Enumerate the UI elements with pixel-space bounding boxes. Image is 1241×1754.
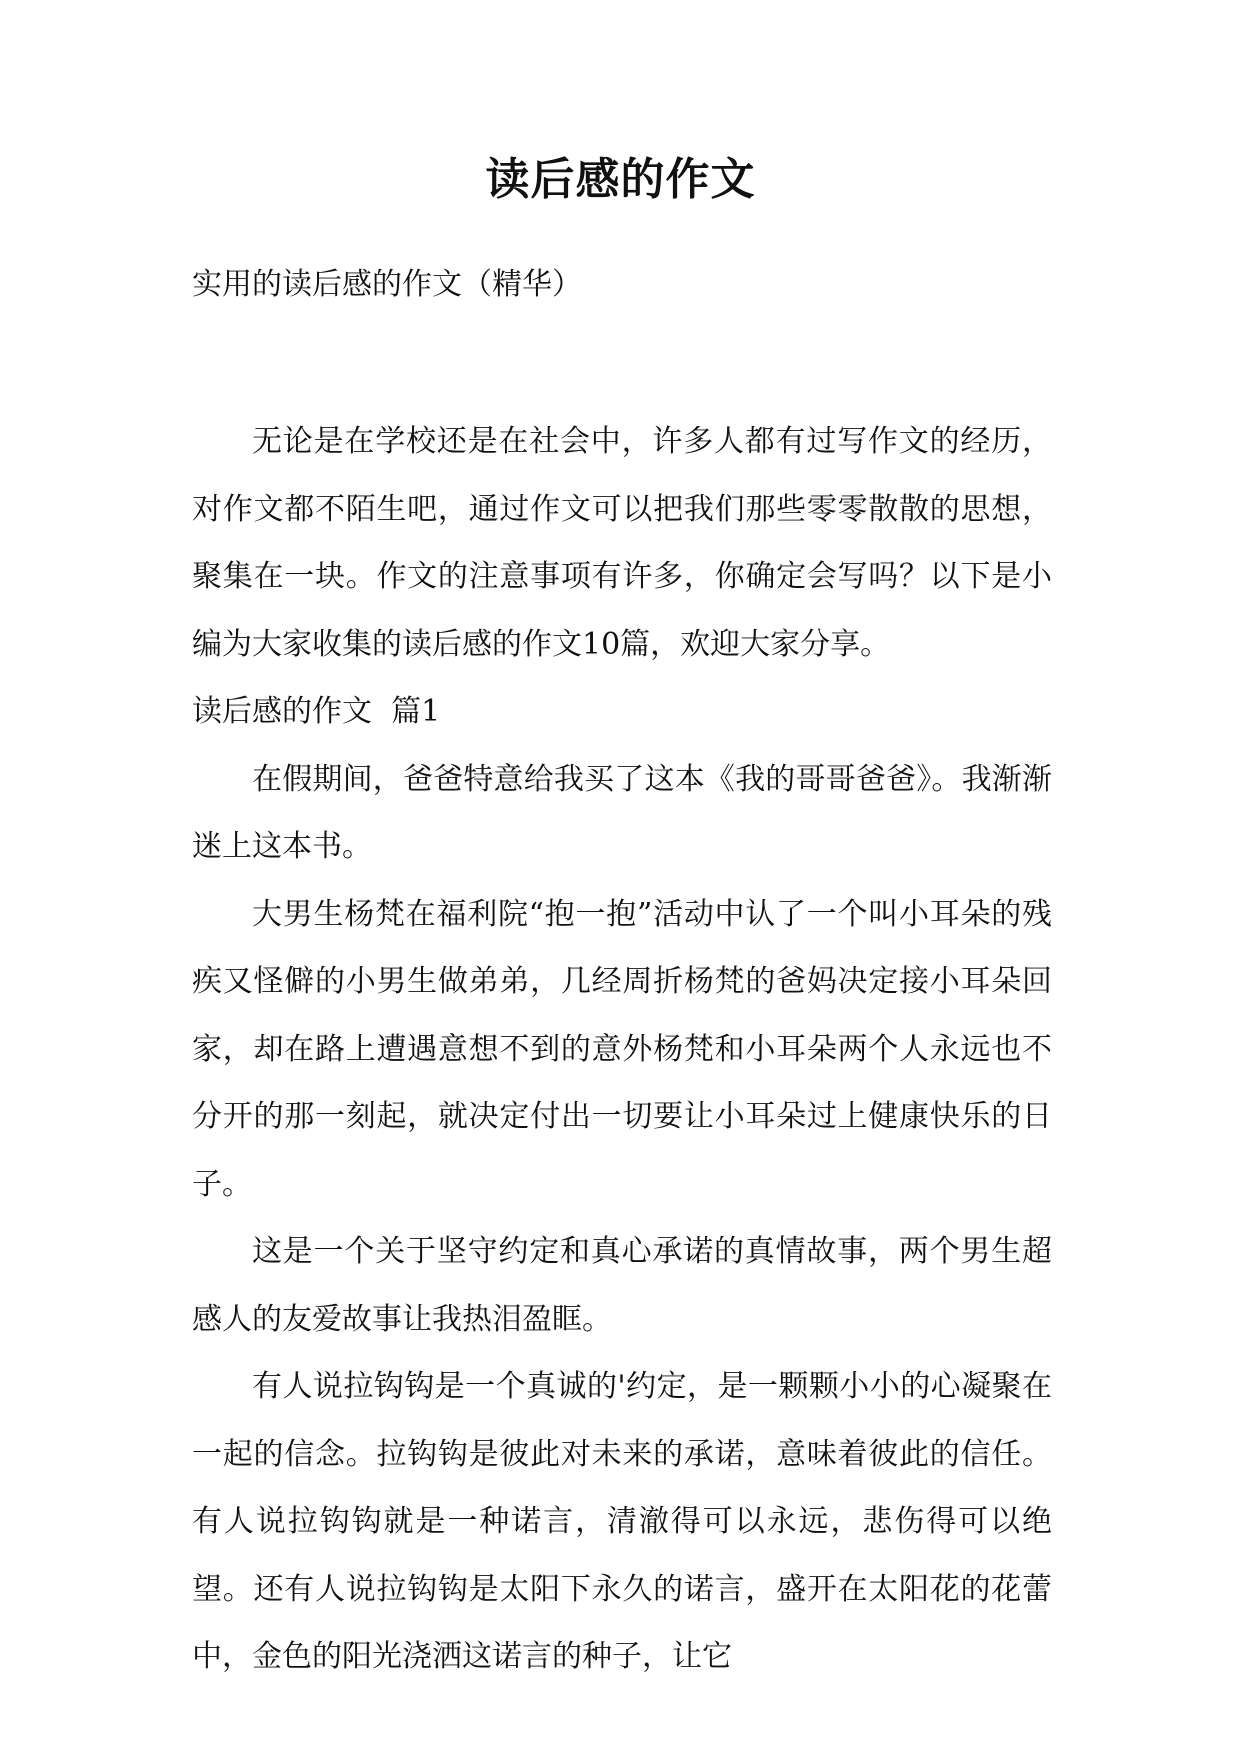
body-paragraph: 这是一个关于坚守约定和真心承诺的真情故事，两个男生超感人的友爱故事让我热泪盈眶。 xyxy=(192,1234,1052,1337)
body-paragraph: 大男生杨梵在福利院“抱一抱”活动中认了一个叫小耳朵的残疾又怪僻的小男生做弟弟，几经周折杨梵的爸妈决定接小耳朵回家，却在路上遭遇意想不到的意外杨梵和小耳朵两个人永远也不分开的那一刻起，就决定付出一切要让小耳朵过上健康快乐的日子。 xyxy=(192,896,1052,1202)
document-title: 读后感的作文 xyxy=(485,154,756,205)
body-paragraph: 有人说拉钩钩是一个真诚的'约定，是一颗颗小小的心凝聚在一起的信念。拉钩钩是彼此对未来的承诺，意味着彼此的信任。有人说拉钩钩就是一种诺言，清澈得可以永远，悲伤得可以绝望。还有人说拉钩钩是太阳下永久的诺言，盛开在太阳花的花蕾中，金色的阳光浇洒这诺言的种子，让它 xyxy=(192,1369,1052,1674)
section-heading: 读后感的作文 篇1 xyxy=(192,694,441,729)
document-subtitle: 实用的读后感的作文（精华） xyxy=(192,267,582,302)
body-paragraph: 在假期间，爸爸特意给我买了这本《我的哥哥爸爸》。我渐渐迷上这本书。 xyxy=(192,761,1052,864)
intro-paragraph: 无论是在学校还是在社会中，许多人都有过写作文的经历，对作文都不陌生吧，通过作文可以把我们那些零零散散的思想，聚集在一块。作文的注意事项有许多，你确定会写吗？以下是小编为大家收集的读后感的作文10篇，欢迎大家分享。 xyxy=(192,424,1052,662)
document-body xyxy=(192,408,1052,1691)
